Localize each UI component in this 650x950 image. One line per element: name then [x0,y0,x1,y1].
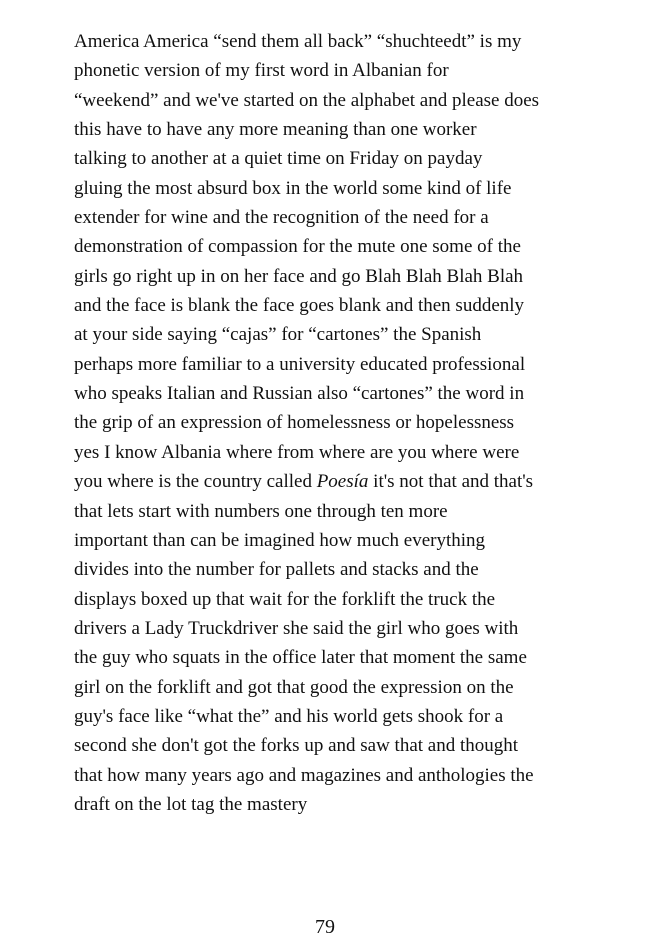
poem-line: America America “send them all back” “shuchteedt” is my [74,31,522,52]
poem-line: talking to another at a quiet time on Friday on payday [74,148,483,170]
poem-line-with-italic [74,467,594,496]
poem-line: and the face is blank the face goes blank and then suddenly [74,295,525,317]
poem-line: demonstration of compassion for the mute one some of the [74,236,521,258]
poem-line: perhaps more familiar to a university educated professional [74,353,526,375]
poem-line: yes I know Albania where from where are you where were [74,441,520,463]
poem-line: important than can be imagined how much everything [74,529,486,551]
poem-line: displays boxed up that wait for the forklift the truck the [74,588,496,610]
poem-line: phonetic version of my first word in Albanian for [74,60,449,82]
poem-line: drivers a Lady Truckdriver she said the girl who goes with [74,617,519,639]
page-number: 79 [315,916,335,938]
poem-italic-word: Poesía [316,471,369,493]
poem-line: who speaks Italian and Russian also “cartones” the word in [74,383,525,405]
poem-line: divides into the number for pallets and stacks and the [74,559,479,581]
poem-line: girls go right up in on her face and go Blah Blah Blah Blah [74,265,524,287]
poem-line: the grip of an expression of homelessness or hopelessness [74,412,515,434]
poem-line: guy's face like “what the” and his world gets shook for a [74,705,504,727]
poem-line: the guy who squats in the office later that moment the same [74,647,527,669]
poem-line: gluing the most absurd box in the world some kind of life [74,177,512,199]
poem-line-part: it's not that and that's [368,471,534,493]
poem-line: draft on the lot tag the mastery [74,793,308,815]
poem-line: girl on the forklift and got that good the expression on the [74,676,514,698]
poem-line: at your side saying “cajas” for “cartones” the Spanish [74,324,482,346]
poem-line: that lets start with numbers one through ten more [74,500,448,522]
poem-line: extender for wine and the recognition of the need for a [74,207,489,229]
poem-line: second she don't got the forks up and saw that and thought [74,735,519,757]
poem-line: this have to have any more meaning than one worker [74,119,477,141]
poem-line: that how many years ago and magazines and anthologies the [74,764,534,786]
poem-text [74,27,594,819]
poem-line: “weekend” and we've started on the alphabet and please does [74,89,540,111]
poem-line-part: you where is the country called [74,471,317,493]
